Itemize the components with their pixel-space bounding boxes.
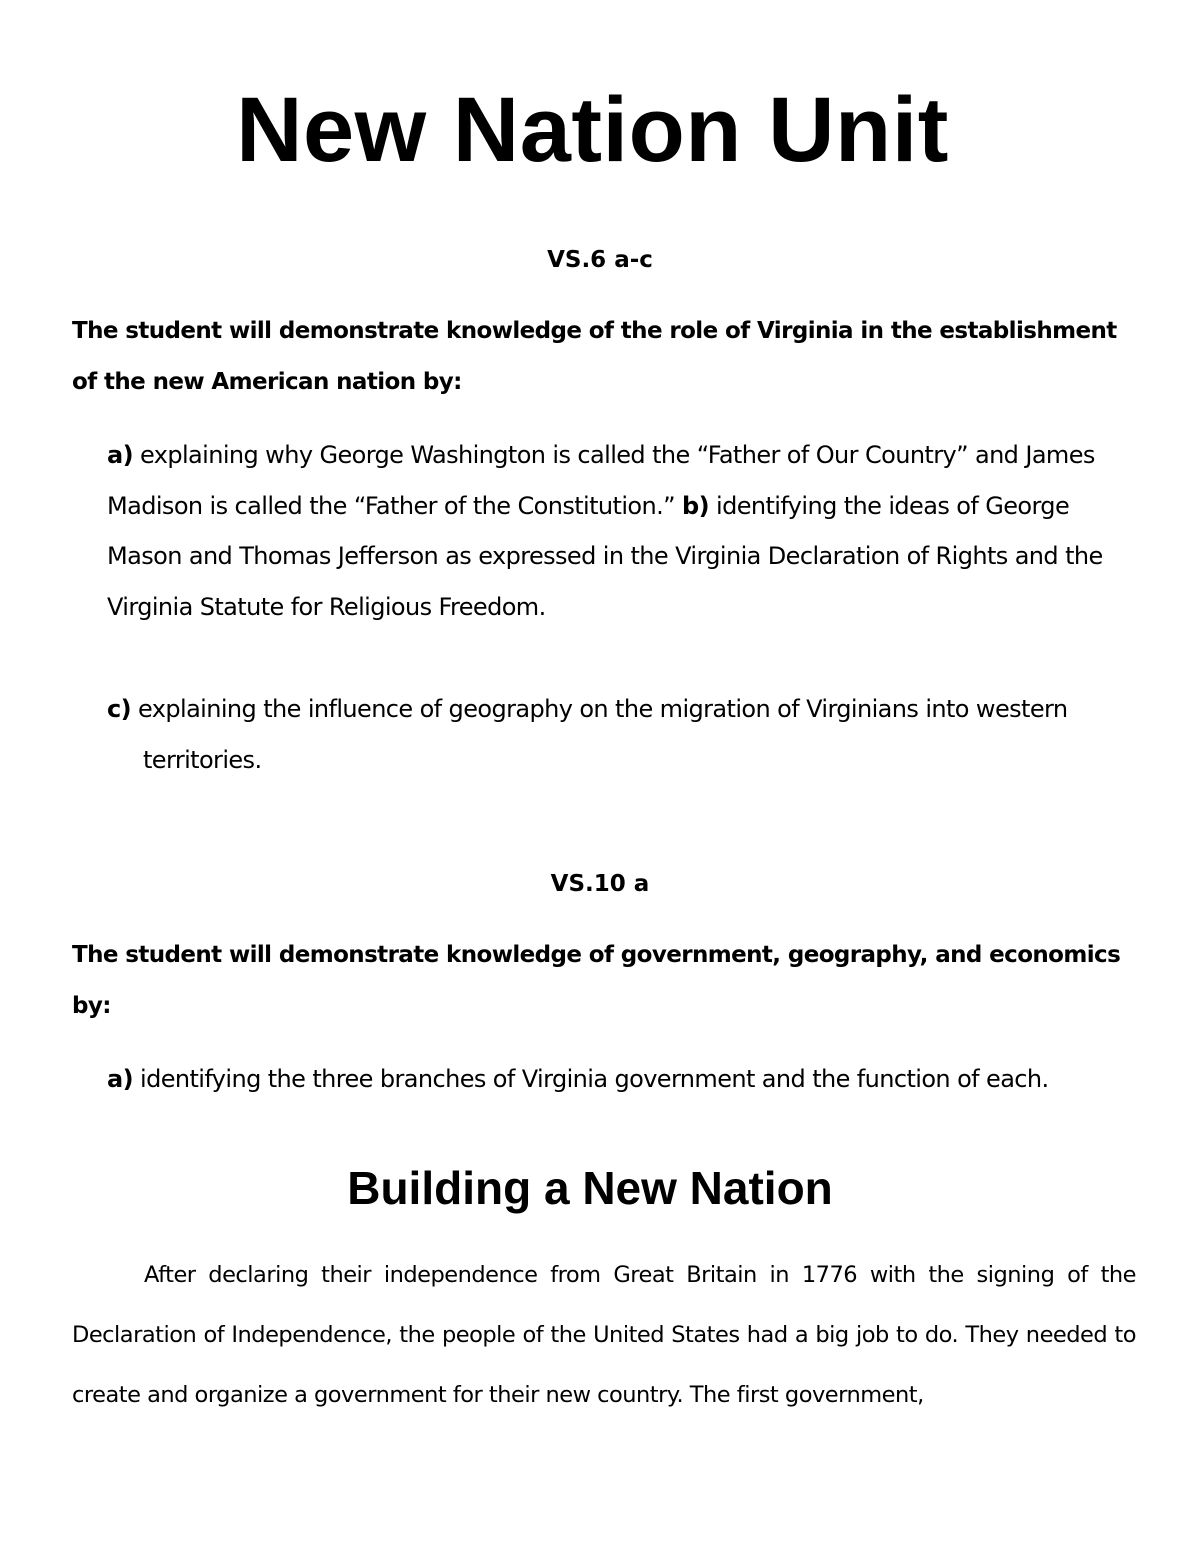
document-title: New Nation Unit	[236, 79, 949, 181]
standard-code-vs10: VS.10 a	[550, 871, 650, 897]
objective-vs6-ab	[107, 430, 1137, 632]
objective-marker-a-vs10: a)	[107, 1065, 133, 1093]
standard-code-vs6: VS.6 a-c	[547, 247, 653, 273]
objective-text-b: identifying the ideas of George Mason and Thomas Jefferson as expressed in the Virginia Declaration of Rights and the Virginia Statute for Religious Freedom.	[107, 491, 1103, 621]
section-heading: Building a New Nation	[347, 1162, 833, 1214]
objective-marker-b: b)	[682, 491, 709, 520]
objective-text-c: explaining the influence of geography on the migration of Virginians into western territories.	[131, 695, 1068, 774]
objective-vs6-c	[107, 684, 1137, 785]
objective-text-a-vs10: identifying the three branches of Virginia government and the function of each.	[132, 1065, 1049, 1093]
objective-vs10-a	[107, 1054, 1137, 1105]
body-paragraph: After declaring their independence from Great Britain in 1776 with the signing of the Declaration of Independence, the people of the United States had a big job to do. They needed to create and organize a government for their new country. The first government,	[72, 1262, 1136, 1408]
objective-marker-c: c)	[107, 695, 131, 723]
objective-text-a: explaining why George Washington is called the “Father of Our Country” and James Madison is called the “Father of the Constitution.”	[107, 441, 1095, 520]
standard-intro-vs10: The student will demonstrate knowledge of government, geography, and economics by:	[72, 942, 1121, 1019]
objective-marker-a: a)	[107, 441, 133, 469]
standard-intro-vs6: The student will demonstrate knowledge of the role of Virginia in the establishment of the new American nation by:	[72, 318, 1117, 395]
